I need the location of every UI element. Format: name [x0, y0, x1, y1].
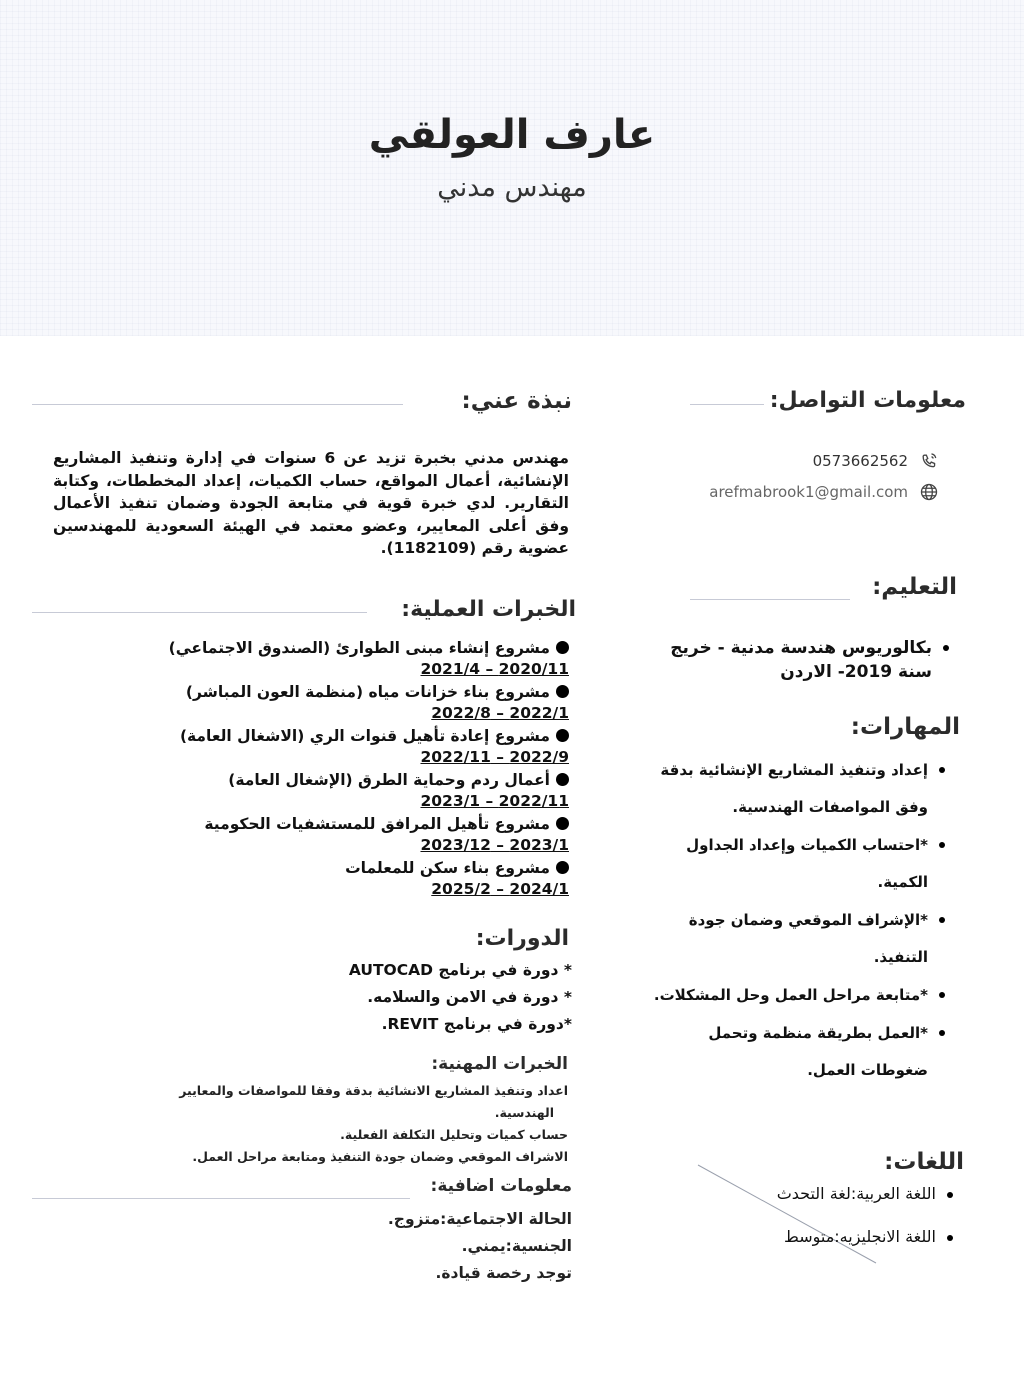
project-name: مشروع إنشاء مبنى الطوارئ (الصندوق الاجتماعي)	[168, 639, 550, 657]
language-item: اللغة العربية:لغة التحدث	[777, 1183, 956, 1226]
job-title: مهندس مدني	[437, 172, 587, 203]
project-date: 2022/1 – 2022/8	[431, 704, 569, 722]
contact-phone[interactable]	[813, 450, 940, 472]
courses-title: الدورات:	[475, 926, 569, 951]
project-date: 2024/1 – 2025/2	[431, 880, 569, 898]
project-name: مشروع بناء خزانات مياه (منظمة العون المباشر)	[185, 683, 550, 701]
contact-email[interactable]	[709, 481, 940, 503]
experience-item	[149, 637, 569, 681]
bullet-icon	[556, 817, 569, 830]
about-title: نبذة عني:	[461, 388, 572, 414]
project-date: 2022/9 – 2022/11	[420, 748, 569, 766]
contact-divider	[690, 404, 764, 405]
course-item: * دورة في الامن والسلامه.	[367, 988, 572, 1006]
skill-item: *الإشراف الموقعي وضمان جودة التنفيذ.	[648, 902, 948, 976]
education-divider	[690, 599, 850, 600]
header-banner	[0, 0, 1024, 336]
experience-item	[149, 681, 569, 725]
experience-item	[149, 857, 569, 901]
extra-item: الجنسية:يمني.	[461, 1237, 572, 1255]
project-name: مشروع إعادة تأهيل قنوات الري (الاشغال العامة)	[179, 727, 550, 745]
about-text: مهندس مدني بخبرة تزيد عن 6 سنوات في إدارة وتنفيذ المشاريع الإنشائية، أعمال المواقع، حساب الكميات، إعداد المخططات، وكتابة التقارير. لدي خبرة قوية في متابعة الجودة وضمان تنفيذ الأعمال وفق أعلى المعايير، وعضو معتمد في الهيئة السعودية للمهندسين عضوية رقم (1182109).	[53, 449, 569, 557]
project-name: مشروع تأهيل المرافق للمستشفيات الحكومية	[204, 815, 550, 833]
project-name: مشروع بناء سكن للمعلمات	[345, 859, 550, 877]
extra-item: توجد رخصة قيادة.	[435, 1264, 572, 1282]
extra-list	[388, 1207, 572, 1288]
globe-icon	[918, 481, 940, 503]
bullet-icon	[556, 685, 569, 698]
courses-list	[349, 958, 572, 1039]
professional-line: الهندسية.	[494, 1105, 554, 1120]
phone-icon	[918, 450, 940, 472]
project-name: أعمال ردم وحماية الطرق (الإشغال العامة)	[228, 771, 550, 789]
bullet-icon	[556, 729, 569, 742]
professional-title: الخبرات المهنية:	[431, 1054, 568, 1074]
experience-item	[149, 769, 569, 813]
contact-title: معلومات التواصل:	[769, 388, 966, 413]
person-name: عارف العولقي	[368, 112, 656, 158]
extra-item: الحالة الاجتماعية:متزوج.	[387, 1210, 572, 1228]
professional-line: اعداد وتنفيذ المشاريع الانشائية بدقة وفقا للمواصفات والمعايير	[179, 1083, 568, 1098]
course-item: * دورة في برنامج AUTOCAD	[348, 961, 572, 979]
extra-divider	[32, 1198, 410, 1199]
skill-item: *العمل بطريقة منظمة وتحمل ضغوطات العمل.	[648, 1015, 948, 1089]
professional-line: حساب كميات وتحليل التكلفة الفعلية.	[340, 1127, 568, 1142]
experience-item	[149, 725, 569, 769]
language-item: اللغة الانجليزيه:متوسط	[777, 1226, 956, 1269]
experience-divider	[32, 612, 367, 613]
experience-list	[149, 637, 569, 901]
education-title: التعليم:	[872, 574, 957, 600]
course-item: *دورة في برنامج REVIT.	[381, 1015, 572, 1033]
skills-title: المهارات:	[850, 714, 960, 740]
skill-item: *احتساب الكميات وإعداد الجداول الكمية.	[648, 827, 948, 901]
project-date: 2023/1 – 2023/12	[420, 836, 569, 854]
about-divider	[32, 404, 403, 405]
extra-title: معلومات اضافية:	[430, 1176, 572, 1196]
bullet-icon	[556, 773, 569, 786]
email-address: arefmabrook1@gmail.com	[709, 483, 908, 501]
professional-line: الاشراف الموقعي وضمان جودة التنفيذ ومتابعة مراحل العمل.	[192, 1149, 568, 1164]
project-date: 2020/11 – 2021/4	[420, 660, 569, 678]
skill-item: إعداد وتنفيذ المشاريع الإنشائية بدقة وفق المواصفات الهندسية.	[648, 752, 948, 826]
skills-list	[648, 752, 948, 1090]
experience-item	[149, 813, 569, 857]
skill-item: *متابعة مراحل العمل وحل المشكلات.	[648, 977, 948, 1014]
education-item: بكالوريوس هندسة مدنية - خريج سنة 2019- الاردن	[632, 636, 952, 684]
experience-title: الخبرات العملية:	[401, 597, 576, 622]
bullet-icon	[556, 641, 569, 654]
languages-list	[777, 1183, 956, 1269]
languages-title: اللغات:	[884, 1149, 964, 1175]
project-date: 2022/11 – 2023/1	[420, 792, 569, 810]
phone-number: 0573662562	[812, 452, 908, 470]
education-list	[632, 636, 952, 684]
professional-list	[148, 1080, 568, 1168]
bullet-icon	[556, 861, 569, 874]
